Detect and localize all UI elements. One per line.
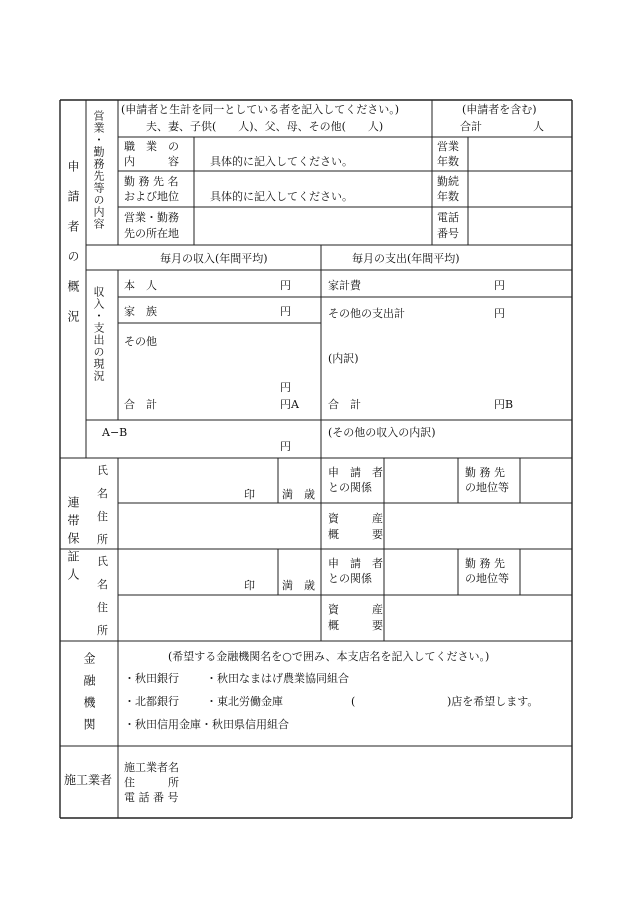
location-label-2: 先の所在地 (124, 227, 179, 240)
income-total-label: 合 計 (124, 398, 157, 411)
guarantor2-name-1: 氏 (97, 555, 108, 568)
guarantor1-relation-2: との関係 (328, 481, 372, 494)
contractor-address-label: 住 所 (124, 776, 179, 789)
self-income-label: 本 人 (124, 279, 157, 292)
service-years-1: 勤続 (437, 175, 459, 188)
guarantor1-address-2: 所 (97, 533, 108, 546)
occupation-value: 具体的に記入してください。 (210, 155, 353, 168)
family-income-label: 家 族 (124, 305, 157, 318)
guarantor1-address-1: 住 (97, 510, 108, 523)
bank-option-rokin: ・東北労働金庫 (206, 695, 283, 708)
applicant-section-title: 申請者の概況 (66, 160, 80, 340)
self-income-yen: 円 (280, 279, 291, 292)
guarantor2-employer-2: の地位等 (465, 572, 509, 585)
bank-option-shinkin: ・秋田信用金庫・秋田県信用組合 (124, 718, 289, 731)
business-years-2: 年数 (437, 155, 459, 168)
guarantor2-age: 満 歳 (282, 579, 315, 592)
a-minus-b-yen: 円 (280, 440, 291, 453)
guarantor2-assets-1: 資 産 (328, 603, 383, 616)
service-years-2: 年数 (437, 190, 459, 203)
other-income-breakdown: (その他の収入の内訳) (328, 426, 436, 439)
guarantor2-employer-1: 勤 務 先 (465, 557, 505, 570)
work-title: 営業・勤務先等の内容 (92, 110, 105, 230)
guarantor1-name-2: 名 (97, 487, 108, 500)
bank-option-namahage: ・秋田なまはげ農業協同組合 (206, 672, 349, 685)
guarantor2-address-2: 所 (97, 624, 108, 637)
other-income-yen: 円 (280, 381, 291, 394)
contractor-section-title: 施工業者 (64, 773, 113, 787)
expense-total-yen-b: 円B (494, 398, 514, 411)
guarantor2-relation-2: との関係 (328, 572, 372, 585)
guarantor2-address-1: 住 (97, 601, 108, 614)
guarantor2-assets-2: 概 要 (328, 619, 383, 632)
guarantor1-seal: 印 (244, 488, 255, 501)
guarantor2-name-2: 名 (97, 578, 108, 591)
phone-label-1: 電話 (437, 211, 459, 224)
guarantor1-assets-1: 資 産 (328, 512, 383, 525)
occupation-label-2: 内 容 (124, 155, 179, 168)
living-cost-label: 家計費 (328, 279, 361, 292)
family-income-yen: 円 (280, 305, 291, 318)
a-minus-b-label: A−B (102, 426, 128, 439)
guarantor1-name-1: 氏 (97, 464, 108, 477)
person-unit: 人 (533, 120, 544, 133)
guarantor2-relation-1: 申 請 者 (328, 557, 383, 570)
bank-option-akita: ・秋田銀行 (124, 672, 179, 685)
guarantor1-relation-1: 申 請 者 (328, 466, 383, 479)
breakdown-label: (内訳) (328, 352, 359, 365)
guarantor1-assets-2: 概 要 (328, 528, 383, 541)
business-years-1: 営業 (437, 140, 459, 153)
bank-branch-open: ( (351, 695, 356, 708)
living-cost-yen: 円 (494, 279, 505, 292)
occupation-label-1: 職 業 の (124, 140, 179, 153)
guarantor1-employer-1: 勤 務 先 (465, 466, 505, 479)
other-expense-yen: 円 (494, 307, 505, 320)
household-total-label: 合計 (460, 120, 482, 133)
guarantor1-employer-2: の地位等 (465, 481, 509, 494)
contractor-name-label: 施工業者名 (124, 761, 179, 774)
bank-branch-text: )店を希望します。 (447, 695, 539, 708)
guarantor1-age: 満 歳 (282, 488, 315, 501)
phone-label-2: 番号 (437, 227, 459, 240)
bank-section-title: 金融機関 (82, 652, 96, 740)
contractor-phone-label: 電 話 番 号 (124, 791, 179, 804)
bank-option-hokuto: ・北都銀行 (124, 695, 179, 708)
other-expense-label: その他の支出計 (328, 307, 405, 320)
expense-header: 毎月の支出(年間平均) (352, 252, 460, 265)
guarantor-section-title: 連帯保証人 (66, 496, 80, 586)
household-members: 夫、妻、子供( 人)、父、母、その他( 人) (146, 120, 384, 133)
income-total-yen-a: 円A (280, 398, 299, 411)
employer-label-2: および地位 (124, 190, 179, 203)
employer-value: 具体的に記入してください。 (210, 190, 353, 203)
finance-title: 収入・支出の現況 (92, 286, 105, 382)
bank-instruction: (希望する金融機関名を○で囲み、本支店名を記入してください。) (168, 650, 490, 663)
location-label-1: 営業・勤務 (124, 211, 179, 224)
expense-total-label: 合 計 (328, 398, 361, 411)
employer-label-1: 勤 務 先 名 (124, 175, 179, 188)
household-note: (申請者と生計を同一としている者を記入してください。) (121, 103, 400, 116)
income-header: 毎月の収入(年間平均) (160, 252, 268, 265)
including-applicant: (申請者を含む) (462, 103, 537, 116)
other-income-label: その他 (124, 335, 157, 348)
guarantor2-seal: 印 (244, 579, 255, 592)
